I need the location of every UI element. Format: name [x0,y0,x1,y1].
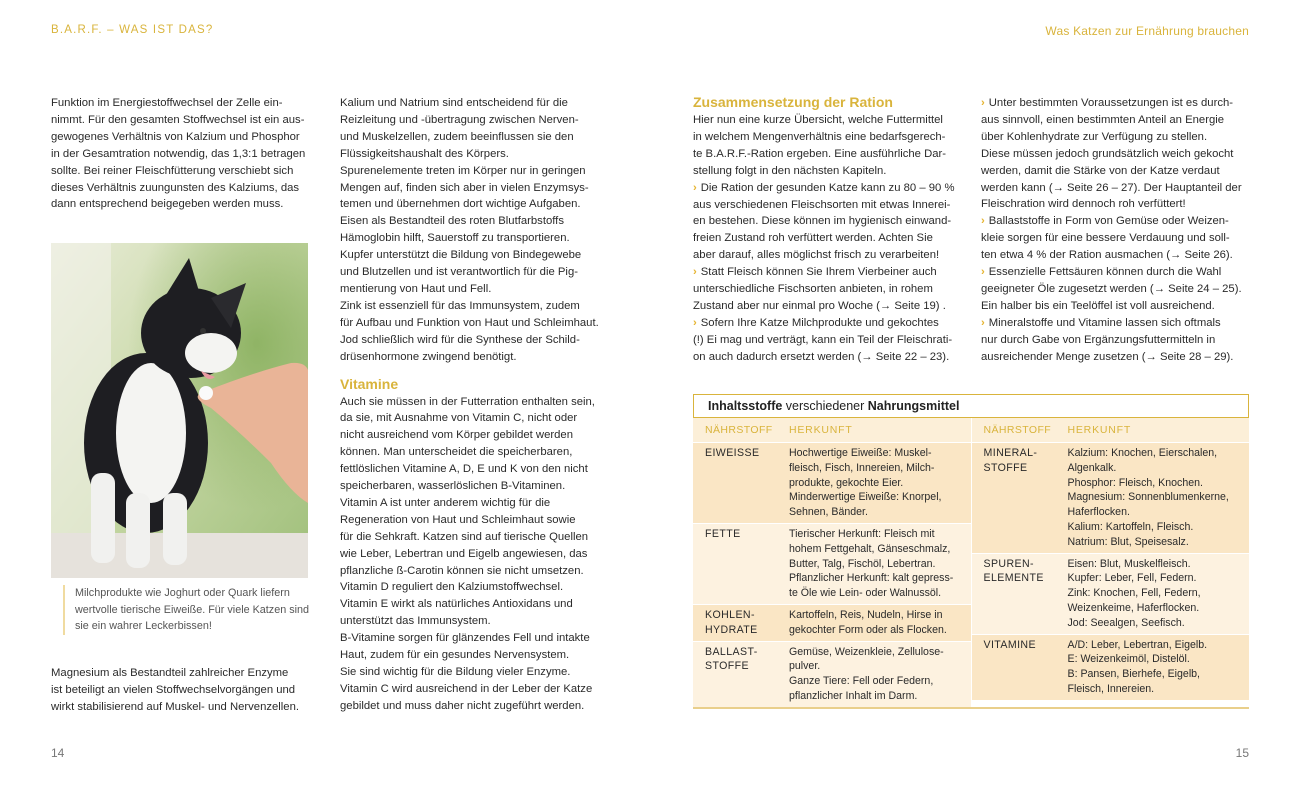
text-span: te B.A.R.F.-Ration ergeben. Eine ausführliche Dar- [693,147,947,160]
cat-photo-illustration [51,243,308,578]
text-line: Vitamin D reguliert den Kalziumstoffwechsel. [340,581,564,594]
text-line: Vitamin E wirkt als natürliches Antioxidans und [340,598,573,611]
bullet-chevron-icon: › [981,316,985,329]
text-line: Kupfer unterstützt die Bildung von Bindegewebe [340,249,582,262]
text-span: ten etwa 4 % der Ration ausmachen (→ Seite 26). [981,249,1233,262]
text-span: Ein halber bis ein Teelöffel ist voll ausreichend. [981,299,1215,312]
text-line: Reizleitung und -übertragung zwischen Nerven- [340,113,579,126]
nutrient-cell: FETTE [705,527,741,540]
text-span: Diese müssen jedoch grundsätzlich weich gekocht [981,147,1234,160]
text-line: sollte. Bei reiner Fleischfütterung verschiebt sich [51,164,294,177]
text-line [981,247,1256,264]
paragraph [981,315,1256,366]
text-span: in welchem Mengenverhältnis eine bedarfsgerech- [693,130,946,143]
text-span: stellung folgt in den nächsten Kapiteln. [693,164,887,177]
text-span: nur durch Gabe von Ergänzungsfuttermitteln in [981,333,1216,346]
bullet-chevron-icon: › [693,181,697,194]
text-line: dann entsprechend beigegeben werden muss. [51,198,284,211]
text-line: Jod schließlich wird für die Synthese der Schild- [340,333,580,346]
text-span: Unter bestimmten Voraussetzungen ist es durch- [988,97,1234,109]
text-line: speicherbaren, wasserlöslichen B-Vitaminen. [340,480,566,493]
ration-text-continued [981,95,1256,366]
table-row [693,442,971,523]
text-span: geeigneter Öle zugesetzt werden (→ Seite 24 – 25). [981,282,1242,295]
text-line: in der Gesamtration notwendig, das 1,3:1 betragen [51,147,306,160]
text-line: für Aufbau und Funktion von Haut und Schleimhaut. [340,316,599,329]
ration-heading: Zusammensetzung der Ration [693,94,893,110]
text-line: Spurenelemente treten im Körper nur in geringen [340,164,586,177]
table-row [693,604,971,641]
text-line: für die Sehkraft. Katzen sind auf tierische Quellen [340,530,589,543]
text-line [981,196,1256,213]
source-cell: Kalzium: Knochen, Eierschalen, Algenkalk. Phosphor: Fleisch, Knochen. Magnesium: Sonnenblumenkerne, Haferflocken. Kalium: Kartoffeln, Fleisch. Natrium: Blut, Speisesalz. [1067,447,1229,548]
text-span: freien Zustand roh verfüttert werden. Achten Sie [693,232,933,245]
ration-text [693,112,968,366]
text-line: Magnesium als Bestandteil zahlreicher Enzyme [51,667,289,679]
text-line: mentierung von Haut und Fell. [340,282,492,295]
text-span: werden kann (→ Seite 26 – 27). Der Hauptanteil der [981,181,1242,194]
text-span: (!) Ei mag und verträgt, kann ein Teil der Fleischrati- [693,333,953,346]
text-line: Sie sind wichtig für die Bildung vieler Enzyme. [340,666,571,678]
right-col3 [693,92,968,366]
header-herkunft: HERKUNFT [789,424,853,436]
text-line: fettlöslichen Vitamine A, D, E und K von den nicht [340,463,588,476]
text-line: können. Man unterscheidet die speicherbaren, [340,446,573,459]
text-line [693,230,968,247]
text-line: pflanzliche ß-Carotin können sie nicht umsetzen. [340,564,584,577]
text-line: Auch sie müssen in der Futterration enthalten sein, [340,395,595,408]
text-line [981,281,1256,298]
text-line [693,315,968,332]
text-line [981,230,1256,247]
text-line: ist beteiligt an vielen Stoffwechselvorgängen und [51,683,296,696]
text-line [693,247,968,264]
text-line [693,197,968,214]
text-line: da sie, mit Ausnahme von Vitamin C, nicht oder [340,412,578,425]
nutrients-table [693,394,1249,709]
text-line: Vitamin A ist unter anderem wichtig für die [340,496,551,509]
vitamine-text [340,394,620,715]
text-span: Fleischration wird dennoch roh verfüttert! [981,198,1186,211]
page-number-right: 15 [1235,746,1249,760]
text-line: Funktion im Energiestoffwechsel der Zelle ein- [51,97,283,109]
text-line [693,180,968,197]
header-naehrstoff: NÄHRSTOFF [705,424,773,436]
nutrient-cell: EIWEISSE [705,447,760,459]
bullet-chevron-icon: › [693,316,697,329]
text-line [693,298,968,315]
running-head-left: B.A.R.F. – WAS IST DAS? [51,24,214,36]
text-line [981,163,1256,180]
source-cell: Eisen: Blut, Muskelfleisch. Kupfer: Leber, Fell, Federn. Zink: Knochen, Fell, Federn, Weizenkeime, Haferflocken. Jod: Seealgen, Seefisch. [1067,557,1201,629]
photo-caption: Milchprodukte wie Joghurt oder Quark liefern wertvolle tierische Eiweiße. Für viele Katzen sind sie ein wahrer Leckerbissen! [63,585,325,635]
table-row [972,634,1250,700]
cat-photo [51,243,308,578]
text-line [693,112,968,129]
text-span: Essenzielle Fettsäuren können durch die Wahl [988,266,1222,279]
text-span: Ballaststoffe in Form von Gemüse oder Weizen- [988,215,1229,228]
text-span: en bestehen. Diese können im hygienisch einwand- [693,215,952,228]
text-span: aber darauf, alles möglichst frisch zu verarbeiten! [693,249,940,262]
bullet-chevron-icon: › [981,266,985,279]
text-span: Mineralstoffe und Vitamine lassen sich oftmals [988,316,1221,329]
text-line: gebildet und muss daher nicht zugeführt werden. [340,699,585,712]
text-line: Vitamin C wird ausreichend in der Leber der Katze [340,682,593,695]
text-span: unterschiedliche Fischsorten anbieten, in rohem [693,283,933,296]
table-header [972,418,1250,442]
nutrient-cell: KOHLEN- HYDRATE [705,608,758,636]
text-line: wie Leber, Lebertran und Eigelb angewiesen, das [340,547,588,560]
text-line [693,281,968,298]
vitamine-heading: Vitamine [340,375,399,392]
nutrient-cell: MINERAL- STOFFE [983,447,1038,474]
text-line: Hämoglobin hilft, Sauerstoff zu transportieren. [340,232,570,245]
text-span: aus verschiedenen Fleischsorten mit etwas Innerei- [693,198,951,211]
paragraph [981,95,1256,213]
bullet-chevron-icon: › [981,215,985,228]
text-line: gewogenes Verhältnis von Kalzium und Phosphor [51,130,300,143]
source-cell: Tierischer Herkunft: Fleisch mit hohem Fettgehalt, Gänseschmalz, Butter, Talg, Fischöl, Lebertran. Pflanzlicher Herkunft: kalt gepress- te Öle wie Lein- oder Walnussöl. [789,527,954,600]
text-line: wirkt stabilisierend auf Muskel- und Nervenzellen. [51,700,300,713]
text-line [693,213,968,230]
text-line [981,146,1256,163]
paragraph [693,315,968,366]
text-line: B-Vitamine sorgen für glänzendes Fell und intakte [340,632,590,645]
text-line [981,95,1256,112]
text-line: nicht ausreichend vom Körper gebildet werden [340,429,573,442]
table-row [972,442,1250,553]
text-line: temen und übernehmen dort wichtige Aufgaben. [340,198,581,211]
text-line: drüsenhormone zwingend benötigt. [340,350,517,363]
text-line: Mengen auf, finden sich aber in vielen Enzymsys- [340,181,589,194]
source-cell: A/D: Leber, Lebertran, Eigelb. E: Weizenkeimöl, Distelöl. B: Pansen, Bierhefe, Eigelb, Fleisch, Innereien. [1067,638,1208,695]
text-line: unterstützt das Immunsystem. [340,615,491,628]
header-naehrstoff: NÄHRSTOFF [983,424,1052,436]
table-header [693,418,971,442]
text-line [981,332,1256,349]
source-cell: Kartoffeln, Reis, Nudeln, Hirse in gekochter Form oder als Flocken. [789,608,947,636]
text-line [981,349,1256,366]
text-span: werden, damit die Stärke von der Katze verdaut [981,164,1220,177]
text-span: Hier nun eine kurze Übersicht, welche Futtermittel [693,114,943,126]
text-line [693,264,968,281]
text-span: ausreichender Menge zusetzen (→ Seite 28 – 29). [981,350,1234,363]
text-span: Statt Fleisch können Sie Ihrem Vierbeiner auch [700,266,937,279]
text-span: on auch dadurch ersetzt werden (→ Seite 22 – 23). [693,350,950,363]
text-line [693,332,968,349]
text-line [693,129,968,146]
right-col4 [981,95,1256,366]
text-line: Flüssigkeitshaushalt des Körpers. [340,147,509,160]
nutrient-cell: VITAMINE [983,638,1036,651]
paragraph [981,264,1256,315]
text-line [693,163,968,180]
table-right-half [971,418,1250,707]
text-line [981,112,1256,129]
nutrient-cell: BALLAST- STOFFE [705,645,758,673]
nutrient-cell: SPUREN- ELEMENTE [983,557,1044,585]
text-line: nimmt. Für den gesamten Stoffwechsel ist ein aus- [51,113,305,126]
table-title-bold2: Nahrungsmittel [867,399,960,413]
paragraph [981,213,1256,264]
table-row [693,641,971,707]
left-col2 [340,95,620,715]
bullet-chevron-icon: › [693,266,697,279]
table-row [693,523,971,604]
text-line [981,180,1256,197]
text-line [981,129,1256,146]
text-line: Eisen als Bestandteil des roten Blutfarbstoffs [340,215,564,228]
text-line: Regeneration von Haut und Schleimhaut sowie [340,513,576,526]
text-span: Zustand aber nur einmal pro Woche (→ Seite 19) . [693,299,946,312]
paragraph [693,264,968,315]
left-col1-bottom [51,665,326,716]
table-title-mid: verschiedener [782,399,868,413]
text-span: Die Ration der gesunden Katze kann zu 80 – 90 % [700,181,955,194]
bullet-chevron-icon: › [981,97,985,109]
paragraph [693,112,968,180]
paragraph [693,180,968,265]
text-line: dieses Verhältnis zuungunsten des Kalziums, das [51,181,300,194]
text-line: Haut, zudem für ein gesundes Nervensystem. [340,649,570,662]
text-line: und Blutzellen und ist verantwortlich für die Pig- [340,266,578,279]
text-line [693,349,968,366]
text-line [981,298,1256,315]
text-line [981,315,1256,332]
header-herkunft: HERKUNFT [1067,424,1132,436]
minerals-text [340,95,620,366]
table-row [972,553,1250,634]
running-head-right: Was Katzen zur Ernährung brauchen [1045,24,1249,38]
text-span: Sofern Ihre Katze Milchprodukte und gekochtes [700,316,939,329]
text-line [693,146,968,163]
table-title [693,394,1249,418]
source-cell: Gemüse, Weizenkleie, Zellulose- pulver. Ganze Tiere: Fell oder Federn, pflanzlicher Inhalt im Darm. [789,645,944,702]
text-span: kleie sorgen für eine bessere Verdauung und soll- [981,232,1230,245]
text-line: Zink ist essenziell für das Immunsystem, zudem [340,299,580,312]
text-span: über Kohlenhydrate zur Verfügung zu stellen. [981,130,1208,143]
text-span: aus sinnvoll, einen bestimmten Anteil an Energie [981,113,1225,126]
page-number-left: 14 [51,746,65,760]
text-line: und Muskelzellen, zudem beeinflussen sie den [340,130,574,143]
text-line [981,213,1256,230]
table-left-half [693,418,971,707]
text-line: Kalium und Natrium sind entscheidend für die [340,97,568,109]
table-title-bold1: Inhaltsstoffe [708,399,783,413]
source-cell: Hochwertige Eiweiße: Muskel- fleisch, Fisch, Innereien, Milch- produkte, gekochte Eier. Minderwertige Eiweiße: Knorpel, Sehnen, Bänder. [789,447,942,519]
text-line [981,264,1256,281]
left-col1-top [51,95,326,213]
